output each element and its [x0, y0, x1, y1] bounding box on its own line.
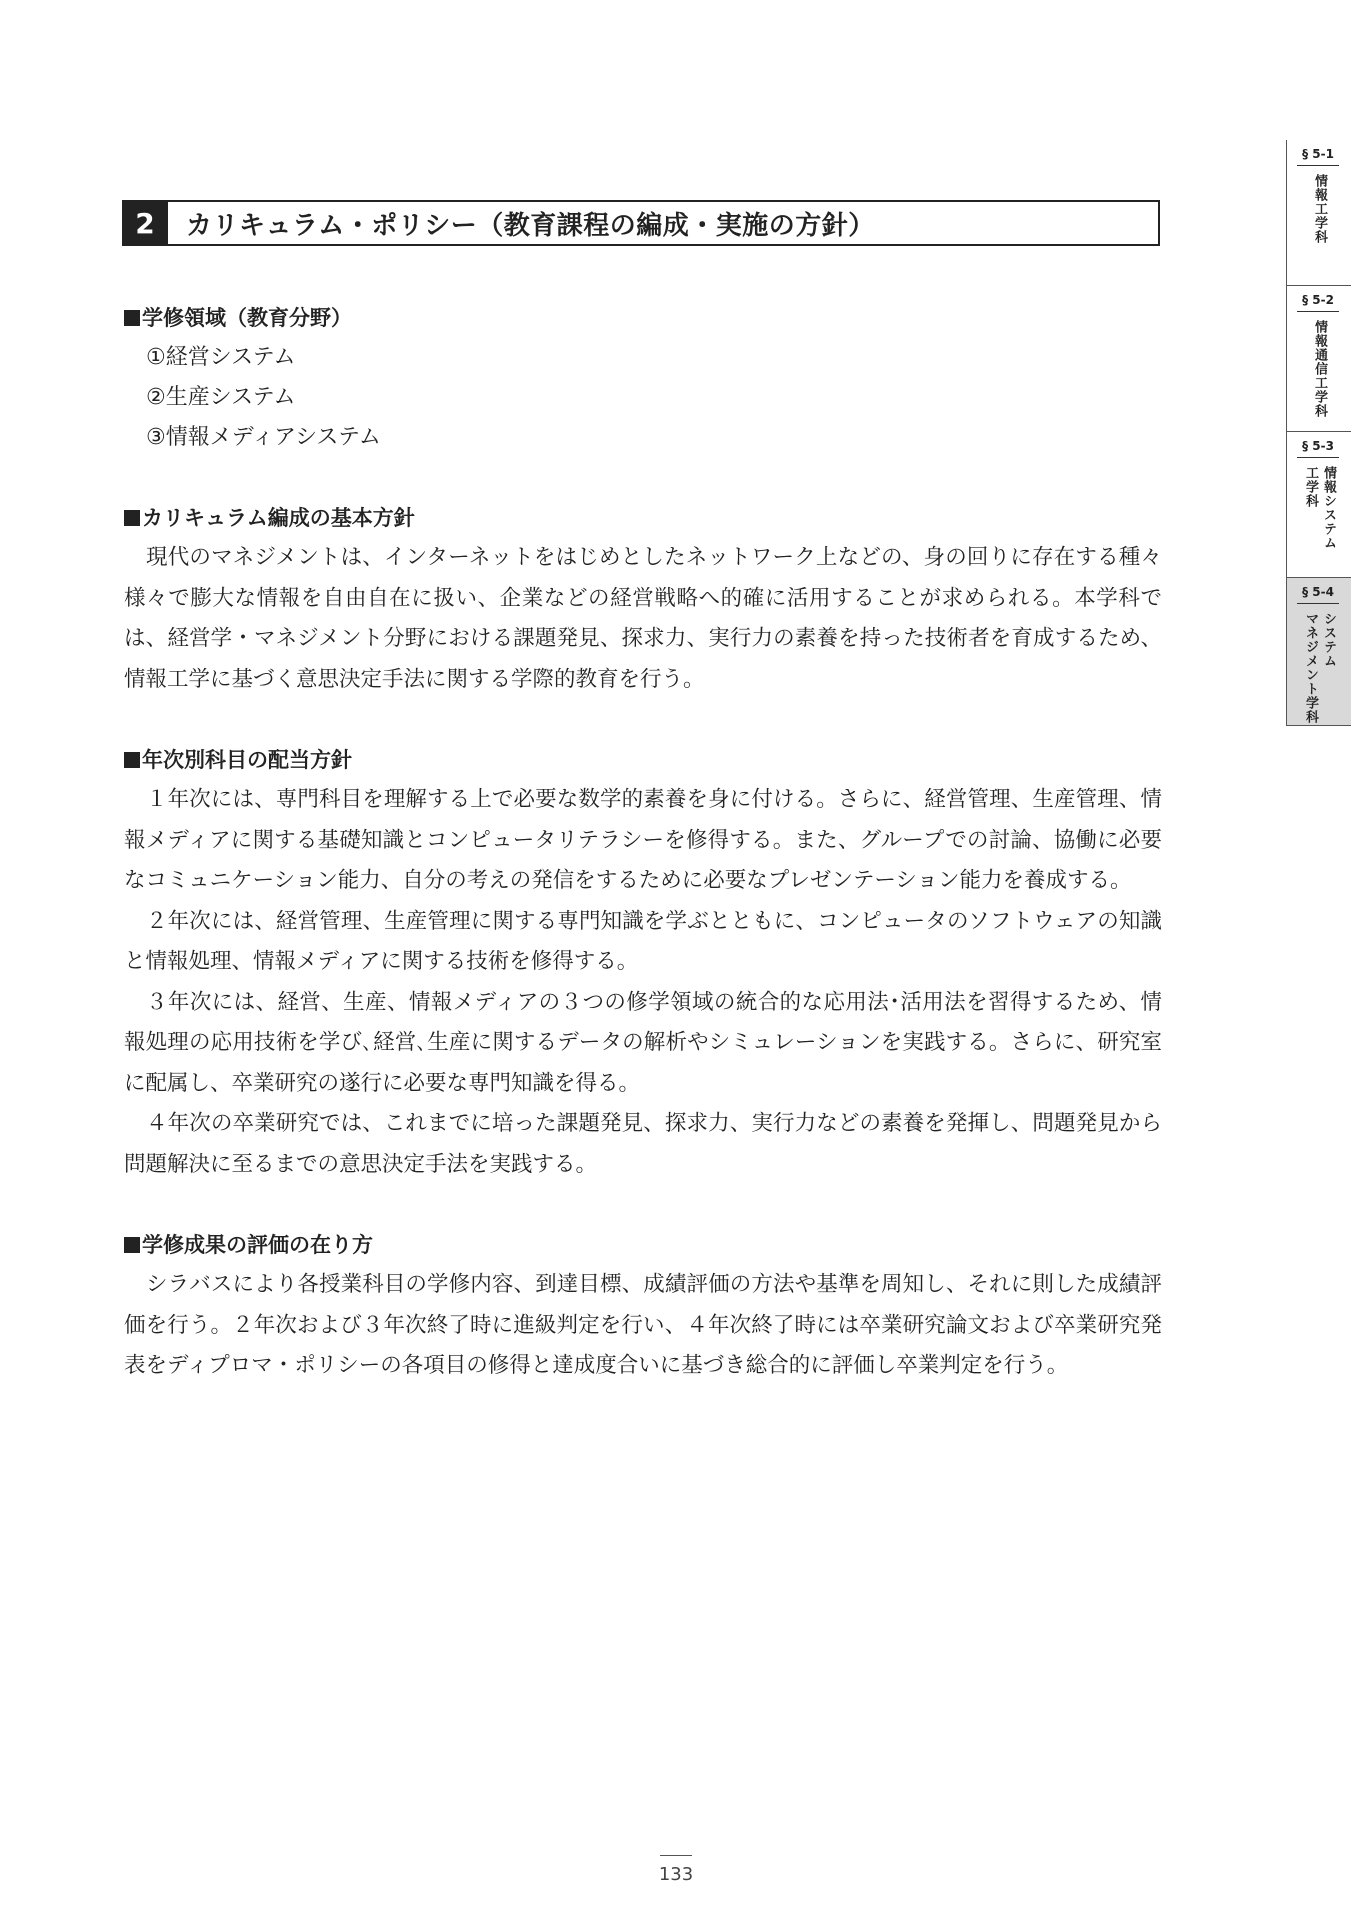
square-bullet-icon	[124, 1237, 140, 1253]
tab-code: § 5-4	[1297, 584, 1339, 604]
square-bullet-icon	[124, 752, 140, 768]
tab-code: § 5-3	[1297, 438, 1339, 458]
side-tab-5-1[interactable]	[1286, 140, 1351, 286]
heading-areas: 学修領域（教育分野）	[124, 298, 1162, 338]
section-side-tabs	[1286, 140, 1351, 726]
tab-label: 情報通信工学科	[1312, 320, 1327, 418]
heading-policy: カリキュラム編成の基本方針	[124, 498, 1162, 538]
square-bullet-icon	[124, 510, 140, 526]
yearly-paragraph: ４年次の卒業研究では、これまでに培った課題発見、探求力、実行力などの素養を発揮し、問題発見から問題解決に至るまでの意思決定手法を実践する。	[124, 1111, 1162, 1177]
tab-code: § 5-1	[1297, 146, 1339, 166]
heading-yearly: 年次別科目の配当方針	[124, 740, 1162, 780]
side-tab-5-2[interactable]	[1286, 286, 1351, 432]
policy-paragraph: 現代のマネジメントは、インターネットをはじめとしたネットワーク上などの、身の回りに存在する種々様々で膨大な情報を自由自在に扱い、企業などの経営戦略へ的確に活用することが求められる。本学科では、経営学・マネジメント分野における課題発見、探求力、実行力の素養を持った技術者を育成するため、情報工学に基づく意思決定手法に関する学際的教育を行う。	[124, 545, 1162, 692]
main-content	[124, 298, 1162, 1387]
section-header	[122, 200, 1160, 246]
tab-label: 情報工学科	[1312, 174, 1327, 244]
area-item: ②生産システム	[146, 385, 296, 410]
yearly-paragraph: ３年次には、経営、生産、情報メディアの３つの修学領域の統合的な応用法･活用法を習得するため、情報処理の応用技術を学び､経営､生産に関するデータの解析やシミュレーションを実践する。さらに、研究室に配属し、卒業研究の遂行に必要な専門知識を得る。	[124, 989, 1162, 1096]
square-bullet-icon	[124, 310, 140, 326]
tab-code: § 5-2	[1297, 292, 1339, 312]
side-tab-5-3[interactable]	[1286, 432, 1351, 578]
area-item: ③情報メディアシステム	[146, 425, 381, 450]
page-number-rule	[660, 1855, 692, 1856]
yearly-paragraph: １年次には、専門科目を理解する上で必要な数学的素養を身に付ける。さらに、経営管理、生産管理、情報メディアに関する基礎知識とコンピュータリテラシーを修得する。また、グループでの討論、協働に必要なコミュニケーション能力、自分の考えの発信をするために必要なプレゼンテーション能力を養成する。	[124, 787, 1162, 893]
section-title: カリキュラム・ポリシー（教育課程の編成・実施の方針）	[186, 210, 875, 241]
tab-label: システム	[1321, 612, 1336, 668]
page-number: 133	[658, 1864, 694, 1885]
tab-label: 工学科	[1303, 466, 1318, 508]
yearly-paragraph: ２年次には、経営管理、生産管理に関する専門知識を学ぶとともに、コンピュータのソフトウェアの知識と情報処理、情報メディアに関する技術を修得する。	[124, 908, 1162, 974]
evaluation-paragraph: シラバスにより各授業科目の学修内容、到達目標、成績評価の方法や基準を周知し、それに則した成績評価を行う。２年次および３年次終了時に進級判定を行い、４年次終了時には卒業研究論文および卒業研究発表をディプロマ・ポリシーの各項目の修得と達成度合いに基づき総合的に評価し卒業判定を行う。	[124, 1272, 1162, 1378]
section-number: 2	[122, 200, 168, 246]
heading-evaluation: 学修成果の評価の在り方	[124, 1225, 1162, 1265]
side-tab-5-4[interactable]	[1286, 578, 1351, 726]
tab-label: 情報システム	[1321, 466, 1336, 550]
tab-label: マネジメント学科	[1303, 612, 1318, 724]
area-item: ①経営システム	[146, 345, 296, 370]
